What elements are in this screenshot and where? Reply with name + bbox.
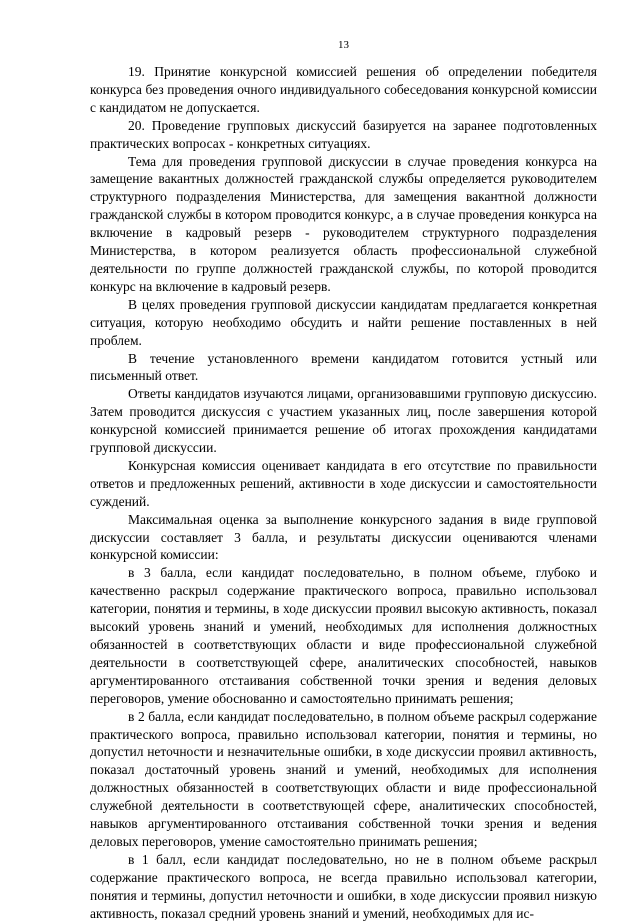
paragraph-max-score: Максимальная оценка за выполнение конкурсного задания в виде групповой дискуссии составляет 3 балла, и результаты дискуссии оцениваются членами конкурсной комиссии:	[90, 511, 597, 563]
document-page	[90, 38, 597, 923]
paragraph-score-1: в 1 балл, если кандидат последовательно, но не в полном объеме раскрыл содержание практического вопроса, не всегда правильно использовал категории, понятия и термины, допустил неточности и ошибки, в ходе дискуссии проявил низкую активность, показал средний уровень знаний и умений, необходимых для ис-	[90, 851, 597, 921]
paragraph-answer-time: В течение установленного времени кандидатом готовится устный или письменный ответ.	[90, 350, 597, 384]
paragraph-discussion-topic: Тема для проведения групповой дискуссии в случае проведения конкурса на замещение вакантных должностей гражданской службы определяется руководителем структурного подразделения Министерства, для замещения вакантной должности гражданской службы в котором проводится конкурс, а в случае проведения конкурса на включение в кадровый резерв - руководителем структурного подразделения Министерства, в котором реализуется область профессиональной служебной деятельности по группе должностей гражданской службы, по которой проводится конкурс на включение в кадровый резерв.	[90, 153, 597, 294]
paragraph-score-3: в 3 балла, если кандидат последовательно, в полном объеме, глубоко и качественно раскрыл содержание практического вопроса, правильно использовал категории, понятия и термины, в ходе дискуссии проявил высокую активность, показал высокий уровень знаний и умений, необходимых для исполнения должностных обязанностей в соответствующих области и виде профессиональной служебной деятельности в соответствующей сфере, аналитических способностей, навыков аргументированного отстаивания собственной точки зрения и ведения деловых переговоров, умение обоснованно и самостоятельно принимать решения;	[90, 565, 597, 706]
paragraph-20: 20. Проведение групповых дискуссий базируется на заранее подготовленных практических вопросах - конкретных ситуациях.	[90, 117, 597, 151]
paragraph-answers-review: Ответы кандидатов изучаются лицами, организовавшими групповую дискуссию. Затем проводится дискуссия с участием указанных лиц, после завершения которой конкурсной комиссией принимается решение об итогах прохождения кандидатами групповой дискуссии.	[90, 386, 597, 456]
paragraph-evaluation: Конкурсная комиссия оценивает кандидата в его отсутствие по правильности ответов и предложенных решений, активности в ходе дискуссии и самостоятельности суждений.	[90, 457, 597, 509]
paragraph-situation: В целях проведения групповой дискуссии кандидатам предлагается конкретная ситуация, которую необходимо обсудить и найти решение поставленных в ней проблем.	[90, 296, 597, 348]
page-number: 13	[338, 39, 349, 51]
paragraph-score-2: в 2 балла, если кандидат последовательно, в полном объеме раскрыл содержание практического вопроса, правильно использовал категории, понятия и термины, но допустил неточности и незначительные ошибки, в ходе дискуссии проявил активность, показал достаточный уровень знаний и умений, необходимых для исполнения должностных обязанностей в соответствующих области и виде профессиональной служебной деятельности в соответствующей сфере, аналитических способностей, навыков аргументированного отстаивания собственной точки зрения и ведения деловых переговоров, умение самостоятельно принимать решения;	[90, 708, 597, 849]
paragraph-19: 19. Принятие конкурсной комиссией решения об определении победителя конкурса без проведения очного индивидуального собеседования конкурсной комиссии с кандидатом не допускается.	[90, 64, 597, 115]
